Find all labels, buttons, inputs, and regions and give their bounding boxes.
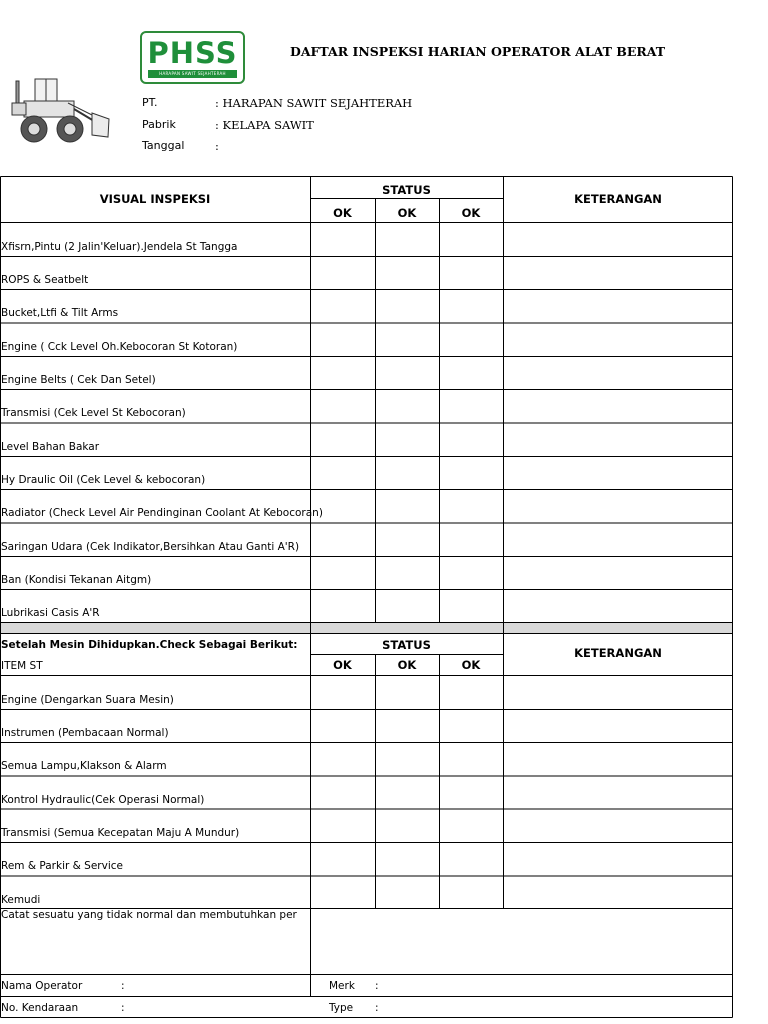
section1-remarks-cell[interactable] bbox=[504, 290, 732, 321]
section2-subtitle: ITEM ST bbox=[1, 660, 43, 672]
operator-name-label: Nama Operator bbox=[1, 980, 83, 992]
operator-name-colon: : bbox=[121, 980, 125, 992]
section1-remarks-cell[interactable] bbox=[504, 457, 732, 488]
section1-status-cell[interactable] bbox=[440, 490, 503, 521]
info-label-pt: PT. bbox=[142, 96, 158, 109]
section1-status-cell[interactable] bbox=[376, 257, 439, 288]
section2-status-cell[interactable] bbox=[311, 743, 375, 774]
section2-status-cell[interactable] bbox=[440, 743, 503, 774]
section2-status-cell[interactable] bbox=[376, 710, 439, 741]
info-label-pabrik: Pabrik bbox=[142, 118, 176, 131]
section2-item-label: Kontrol Hydraulic(Cek Operasi Normal) bbox=[1, 793, 205, 806]
section2-status-cell[interactable] bbox=[376, 776, 439, 807]
section2-remarks-cell[interactable] bbox=[504, 876, 732, 907]
merk-label: Merk bbox=[329, 980, 355, 992]
section1-status-cell[interactable] bbox=[376, 224, 439, 255]
section1-status-cell[interactable] bbox=[311, 423, 375, 454]
section2-remarks-cell[interactable] bbox=[504, 743, 732, 774]
section1-remarks-cell[interactable] bbox=[504, 357, 732, 388]
info-value-pt: : HARAPAN SAWIT SEJAHTERAH bbox=[215, 96, 413, 110]
section1-status-cell[interactable] bbox=[440, 290, 503, 321]
section1-status-cell[interactable] bbox=[440, 224, 503, 255]
header-keterangan-2: KETERANGAN bbox=[574, 646, 662, 660]
section1-status-cell[interactable] bbox=[376, 323, 439, 354]
section1-remarks-cell[interactable] bbox=[504, 423, 732, 454]
section1-status-cell[interactable] bbox=[311, 290, 375, 321]
header-ok-2-2: OK bbox=[397, 658, 417, 672]
section2-item-label: Semua Lampu,Klakson & Alarm bbox=[1, 760, 167, 773]
section1-status-cell[interactable] bbox=[440, 423, 503, 454]
section1-remarks-cell[interactable] bbox=[504, 490, 732, 521]
section1-item-label: Bucket,Ltfi & Tilt Arms bbox=[1, 307, 119, 320]
section1-item-label: Engine Belts ( Cek Dan Setel) bbox=[1, 374, 156, 387]
section1-status-cell[interactable] bbox=[440, 257, 503, 288]
section1-status-cell[interactable] bbox=[311, 557, 375, 588]
vehicle-number-label: No. Kendaraan bbox=[1, 1002, 79, 1014]
section2-status-cell[interactable] bbox=[440, 810, 503, 841]
section1-status-cell[interactable] bbox=[376, 523, 439, 554]
section1-status-cell[interactable] bbox=[440, 323, 503, 354]
section2-item-label: Engine (Dengarkan Suara Mesin) bbox=[1, 693, 174, 706]
section1-status-cell[interactable] bbox=[440, 457, 503, 488]
section1-status-cell[interactable] bbox=[440, 357, 503, 388]
header-status-2: STATUS bbox=[382, 638, 431, 652]
section2-remarks-cell[interactable] bbox=[504, 710, 732, 741]
section2-status-cell[interactable] bbox=[311, 810, 375, 841]
section1-item-label: ROPS & Seatbelt bbox=[1, 274, 89, 287]
section1-status-cell[interactable] bbox=[311, 457, 375, 488]
info-value-tanggal: : bbox=[215, 139, 219, 153]
vehicle-number-colon: : bbox=[121, 1002, 125, 1014]
section2-status-cell[interactable] bbox=[311, 843, 375, 874]
section2-status-cell[interactable] bbox=[376, 876, 439, 907]
section2-status-cell[interactable] bbox=[311, 776, 375, 807]
section2-status-cell[interactable] bbox=[440, 876, 503, 907]
notes-label: Catat sesuatu yang tidak normal dan membutuhkan per bbox=[1, 909, 297, 921]
section1-item-label: Engine ( Cck Level Oh.Kebocoran St Kotoran) bbox=[1, 340, 238, 353]
section1-remarks-cell[interactable] bbox=[504, 390, 732, 421]
section1-status-cell[interactable] bbox=[440, 390, 503, 421]
section1-status-cell[interactable] bbox=[376, 390, 439, 421]
section2-remarks-cell[interactable] bbox=[504, 776, 732, 807]
section2-title: Setelah Mesin Dihidupkan.Check Sebagai Berikut: bbox=[1, 639, 298, 651]
section2-remarks-cell[interactable] bbox=[504, 810, 732, 841]
header-keterangan: KETERANGAN bbox=[574, 192, 662, 206]
section1-status-cell[interactable] bbox=[440, 557, 503, 588]
type-colon: : bbox=[375, 1002, 379, 1014]
section1-remarks-cell[interactable] bbox=[504, 224, 732, 255]
section1-status-cell[interactable] bbox=[376, 557, 439, 588]
wheel-loader-illustration bbox=[8, 75, 113, 153]
section1-status-cell[interactable] bbox=[376, 457, 439, 488]
section1-status-cell[interactable] bbox=[311, 523, 375, 554]
section1-status-cell[interactable] bbox=[376, 423, 439, 454]
section1-remarks-cell[interactable] bbox=[504, 590, 732, 621]
section1-status-cell[interactable] bbox=[376, 290, 439, 321]
section2-remarks-cell[interactable] bbox=[504, 843, 732, 874]
type-label: Type bbox=[329, 1002, 354, 1014]
section1-remarks-cell[interactable] bbox=[504, 523, 732, 554]
section1-item-label: Ban (Kondisi Tekanan Aitgm) bbox=[1, 574, 152, 587]
section1-status-cell[interactable] bbox=[376, 357, 439, 388]
section1-status-cell[interactable] bbox=[311, 257, 375, 288]
section1-item-label: Lubrikasi Casis A'R bbox=[1, 607, 100, 620]
section2-status-cell[interactable] bbox=[376, 843, 439, 874]
section1-status-cell[interactable] bbox=[311, 323, 375, 354]
section2-item-label: Rem & Parkir & Service bbox=[1, 860, 123, 873]
header-ok-2-1: OK bbox=[333, 658, 352, 672]
section2-status-cell[interactable] bbox=[440, 677, 503, 708]
section1-remarks-cell[interactable] bbox=[504, 323, 732, 354]
header-ok-1: OK bbox=[333, 206, 352, 220]
section1-status-cell[interactable] bbox=[311, 357, 375, 388]
section1-remarks-cell[interactable] bbox=[504, 557, 732, 588]
section1-item-label: Level Bahan Bakar bbox=[1, 440, 100, 453]
section2-item-label: Instrumen (Pembacaan Normal) bbox=[1, 727, 169, 740]
section2-status-cell[interactable] bbox=[440, 776, 503, 807]
section2-status-cell[interactable] bbox=[376, 677, 439, 708]
section1-status-cell[interactable] bbox=[311, 590, 375, 621]
section1-status-cell[interactable] bbox=[311, 390, 375, 421]
header-ok-2: OK bbox=[397, 206, 417, 220]
header-status: STATUS bbox=[382, 183, 431, 197]
header-ok-3: OK bbox=[461, 206, 481, 220]
section2-status-cell[interactable] bbox=[376, 743, 439, 774]
section2-status-cell[interactable] bbox=[440, 710, 503, 741]
section1-status-cell[interactable] bbox=[440, 523, 503, 554]
section2-status-cell[interactable] bbox=[440, 843, 503, 874]
document-title: DAFTAR INSPEKSI HARIAN OPERATOR ALAT BERAT bbox=[290, 44, 666, 59]
section1-item-label: Hy Draulic Oil (Cek Level & kebocoran) bbox=[1, 474, 206, 487]
header-visual-inspeksi: VISUAL INSPEKSI bbox=[99, 192, 211, 206]
section2-remarks-cell[interactable] bbox=[504, 677, 732, 708]
section2-status-cell[interactable] bbox=[311, 677, 375, 708]
info-value-pabrik: : KELAPA SAWIT bbox=[215, 118, 314, 132]
info-label-tanggal: Tanggal bbox=[142, 139, 185, 152]
header-ok-2-3: OK bbox=[461, 658, 481, 672]
section1-item-label: Saringan Udara (Cek Indikator,Bersihkan Atau Ganti A'R) bbox=[1, 540, 300, 553]
section1-item-label: Transmisi (Cek Level St Kebocoran) bbox=[1, 407, 186, 420]
section2-status-cell[interactable] bbox=[311, 876, 375, 907]
section2-item-label: Kemudi bbox=[1, 893, 41, 906]
merk-colon: : bbox=[375, 980, 379, 992]
notes-field[interactable] bbox=[311, 909, 732, 973]
section1-status-cell[interactable] bbox=[311, 490, 375, 521]
section1-status-cell[interactable] bbox=[440, 590, 503, 621]
section2-item-label: Transmisi (Semua Kecepatan Maju A Mundur) bbox=[1, 827, 240, 839]
section1-status-cell[interactable] bbox=[376, 490, 439, 521]
section1-status-cell[interactable] bbox=[311, 224, 375, 255]
company-logo bbox=[140, 31, 245, 84]
section2-status-cell[interactable] bbox=[311, 710, 375, 741]
logo-tagline: HARAPAN SAWIT SEJAHTERAH bbox=[148, 70, 237, 78]
logo-wordmark: PHSS bbox=[147, 36, 238, 70]
section1-item-label: Radiator (Check Level Air Pendinginan Coolant At Kebocoran) bbox=[1, 507, 323, 520]
section1-remarks-cell[interactable] bbox=[504, 257, 732, 288]
section1-status-cell[interactable] bbox=[376, 590, 439, 621]
section1-item-label: Xfisrn,Pintu (2 Jalin'Keluar).Jendela St Tangga bbox=[1, 240, 238, 253]
section2-status-cell[interactable] bbox=[376, 810, 439, 841]
